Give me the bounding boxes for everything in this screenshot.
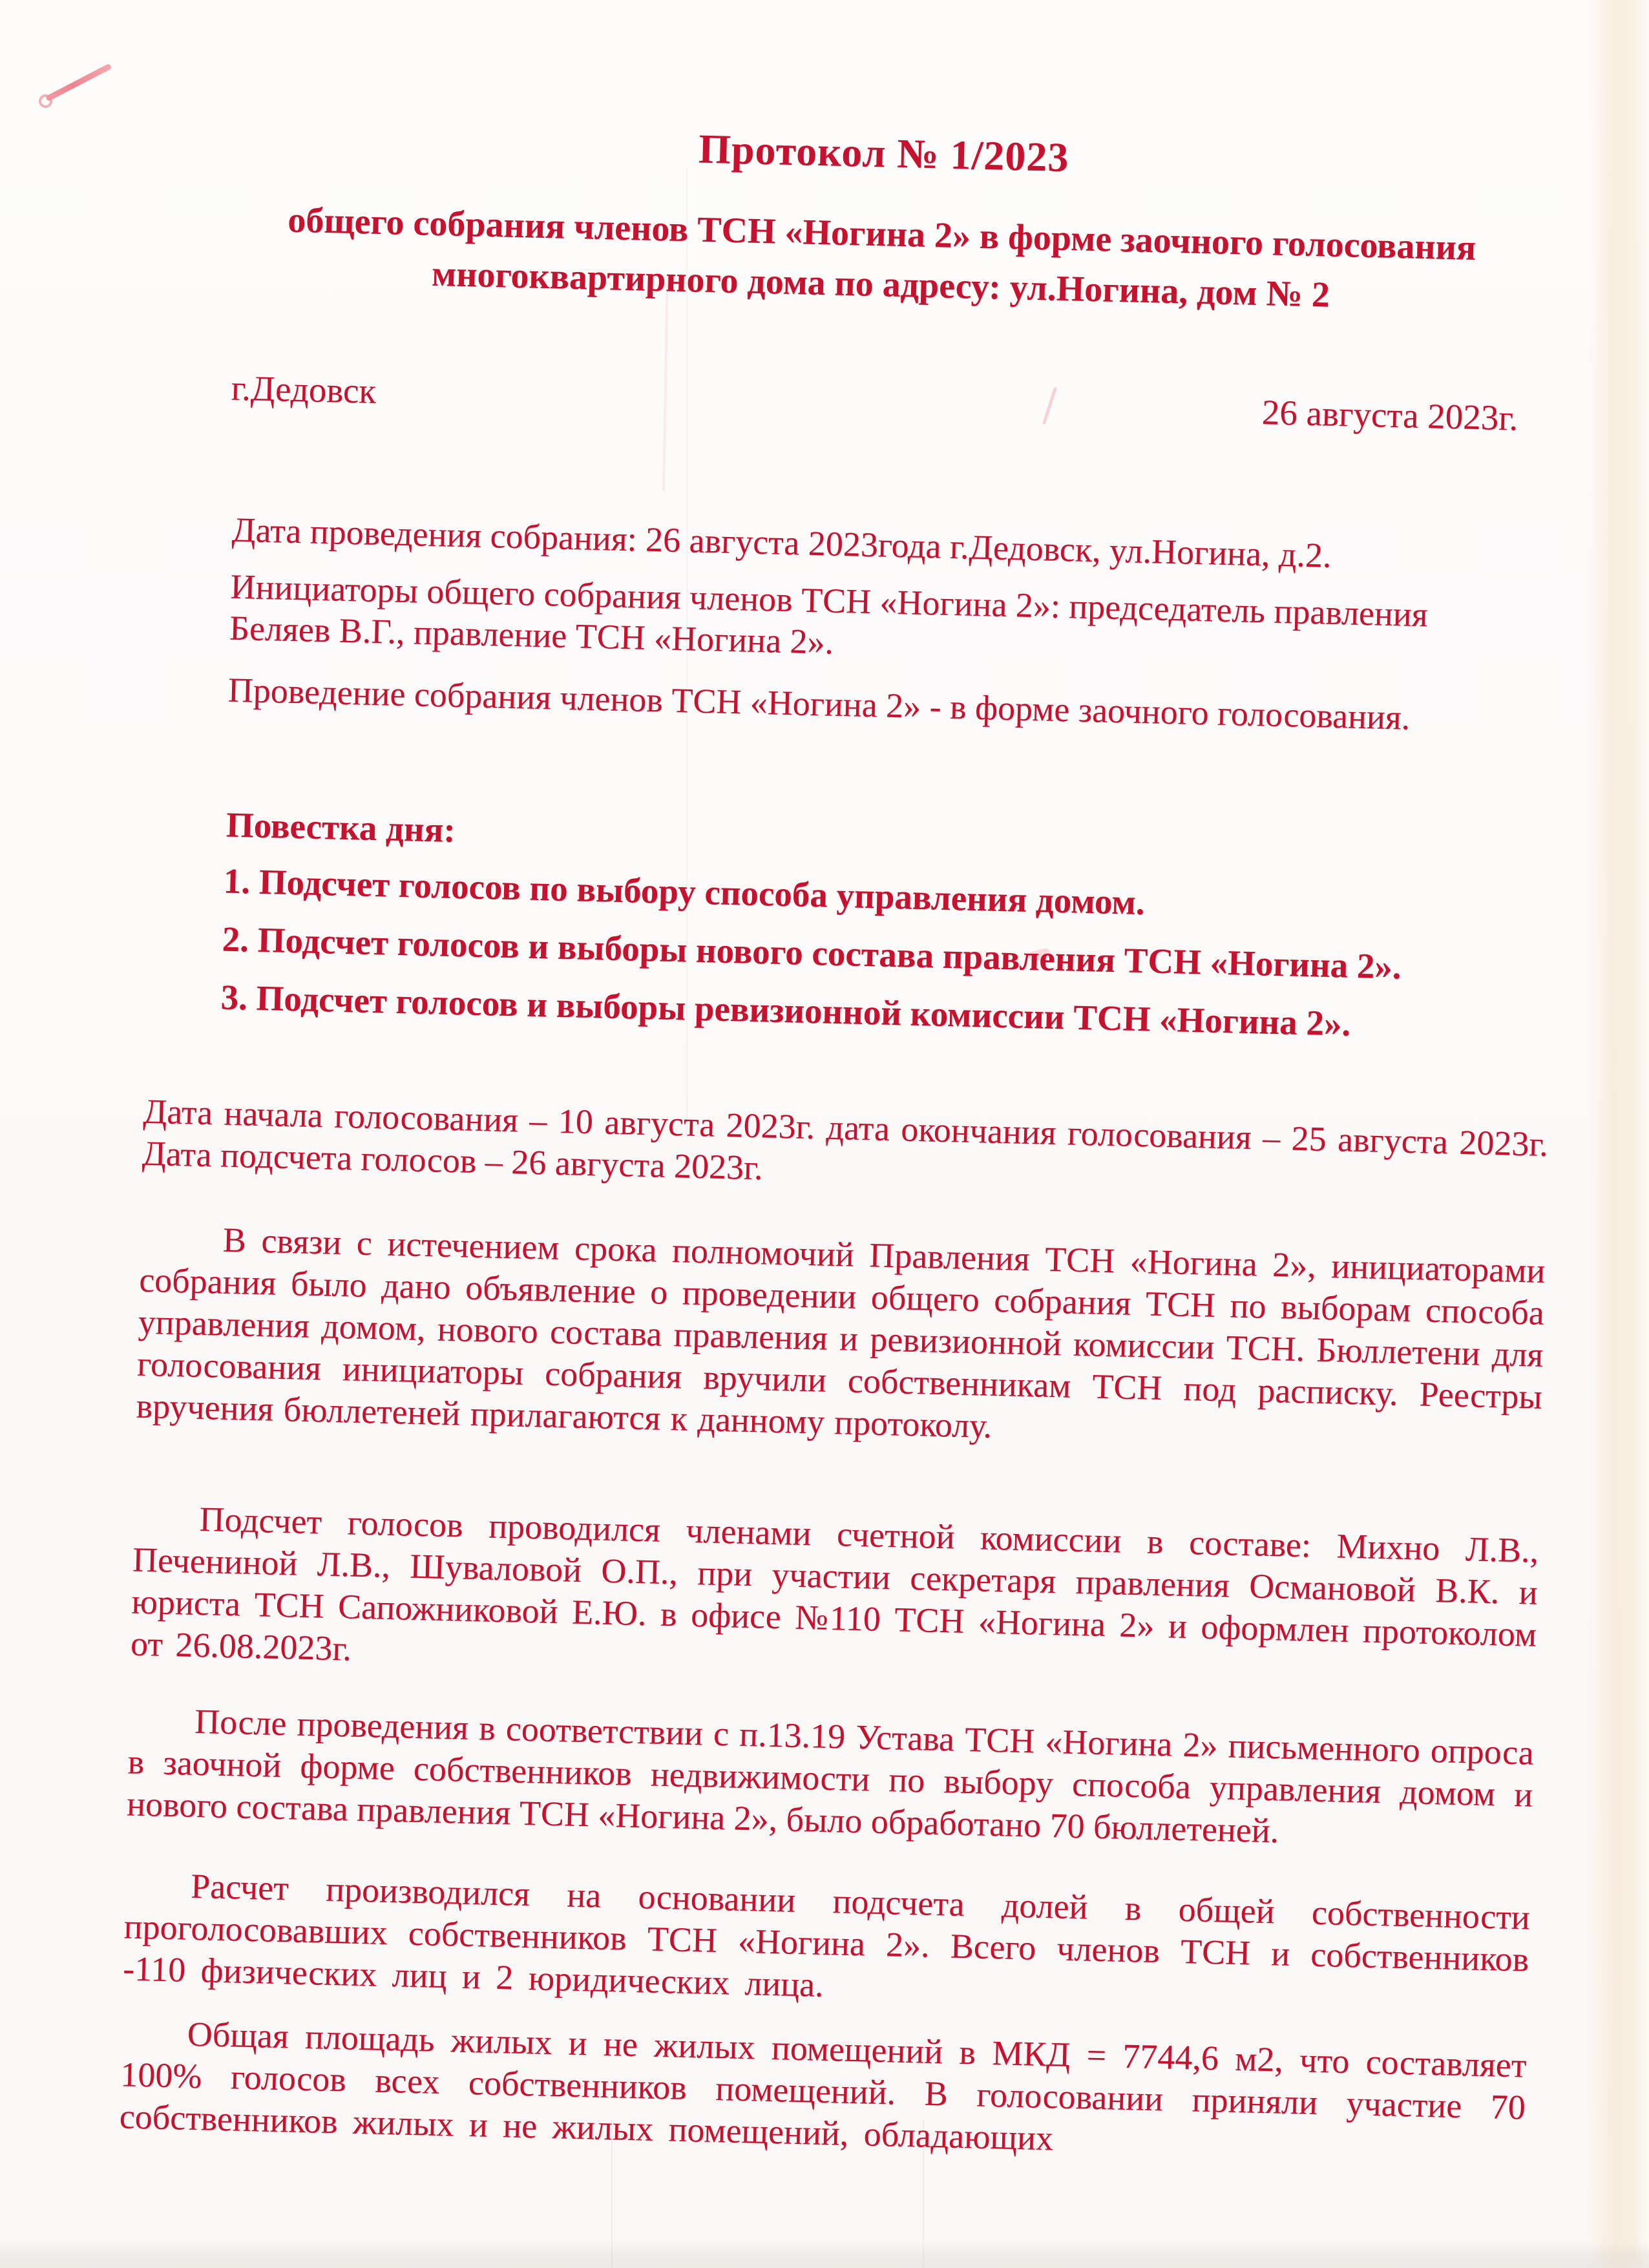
meeting-date-line: Дата проведения собрания: 26 августа 2023года г.Дедовск, ул.Ногина, д.2. [231, 510, 1332, 575]
document-subtitle-line-2: многоквартирного дома по адресу: ул.Ногина, дом № 2 [431, 253, 1330, 315]
announcement-paragraph: В связи с истечением срока полномочий Правления ТСН «Ногина 2», инициаторами собрания было дано объявление о проведении общего собрания ТСН по выборам способа управления домом, нового состава правления и ревизионной комиссии ТСН. Бюллетени для голосования инициаторы собрания вручили собственникам ТСН под расписку. Реестры вручения бюллетеней прилагаются к данному протоколу. [136, 1220, 1546, 1445]
meeting-form-line: Проведение собрания членов ТСН «Ногина 2» - в форме заочного голосования. [227, 670, 1411, 737]
document-place: г.Дедовск [231, 368, 377, 411]
document-title: Протокол № 1/2023 [698, 125, 1070, 181]
calculation-basis-paragraph: Расчет производился на основании подсчета долей в общей собственности проголосовавших собственников ТСН «Ногина 2». Всего членов ТСН и собственников -110 физических лиц и 2 юридических лица. [122, 1866, 1531, 2004]
agenda-heading: Повестка дня: [226, 804, 456, 850]
document-subtitle-line-1: общего собрания членов ТСН «Ногина 2» в форме заочного голосования [287, 200, 1476, 268]
agenda-item-3: 3. Подсчет голосов и выборы ревизионной комиссии ТСН «Ногина 2». [220, 977, 1351, 1044]
counting-commission-paragraph: Подсчет голосов проводился членами счетной комиссии в составе: Михно Л.В., Печениной Л.В., Шуваловой О.П., при участии секретаря правления Османовой В.К. и юриста ТСН Сапожниковой Е.Ю. в офисе №110 ТСН «Ногина 2» и оформлен протоколом от 26.08.2023г. [130, 1499, 1539, 1668]
ballots-processed-paragraph: После проведения в соответствии с п.13.19 Устава ТСН «Ногина 2» письменного опроса в заочной форме собственников недвижимости по выбору способа управления домом и нового состава правления ТСН «Ногина 2», было обработано 70 бюллетеней. [126, 1701, 1535, 1851]
place-date-row [231, 368, 1518, 439]
agenda-item-1: 1. Подсчет голосов по выбору способа управления домом. [223, 861, 1146, 923]
voting-dates-paragraph: Дата начала голосования – 10 августа 2023г. дата окончания голосования – 25 августа 2023г. Дата подсчета голосов – 26 августа 2023г. [142, 1091, 1549, 1188]
meeting-initiators-paragraph: Инициаторы общего собрания членов ТСН «Ногина 2»: председатель правления Беляев В.Г., правление ТСН «Ногина 2». [229, 567, 1429, 662]
document-date: 26 августа 2023г. [1261, 392, 1519, 438]
total-area-paragraph: Общая площадь жилых и не жилых помещений в МКД = 7744,6 м2, что составляет 100% голосов всех собственников помещений. В голосовании приняли участие 70 собственников жилых и не жилых помещений, обладающих [119, 2014, 1528, 2158]
agenda-item-2: 2. Подсчет голосов и выборы нового состава правления ТСН «Ногина 2». [222, 919, 1402, 987]
